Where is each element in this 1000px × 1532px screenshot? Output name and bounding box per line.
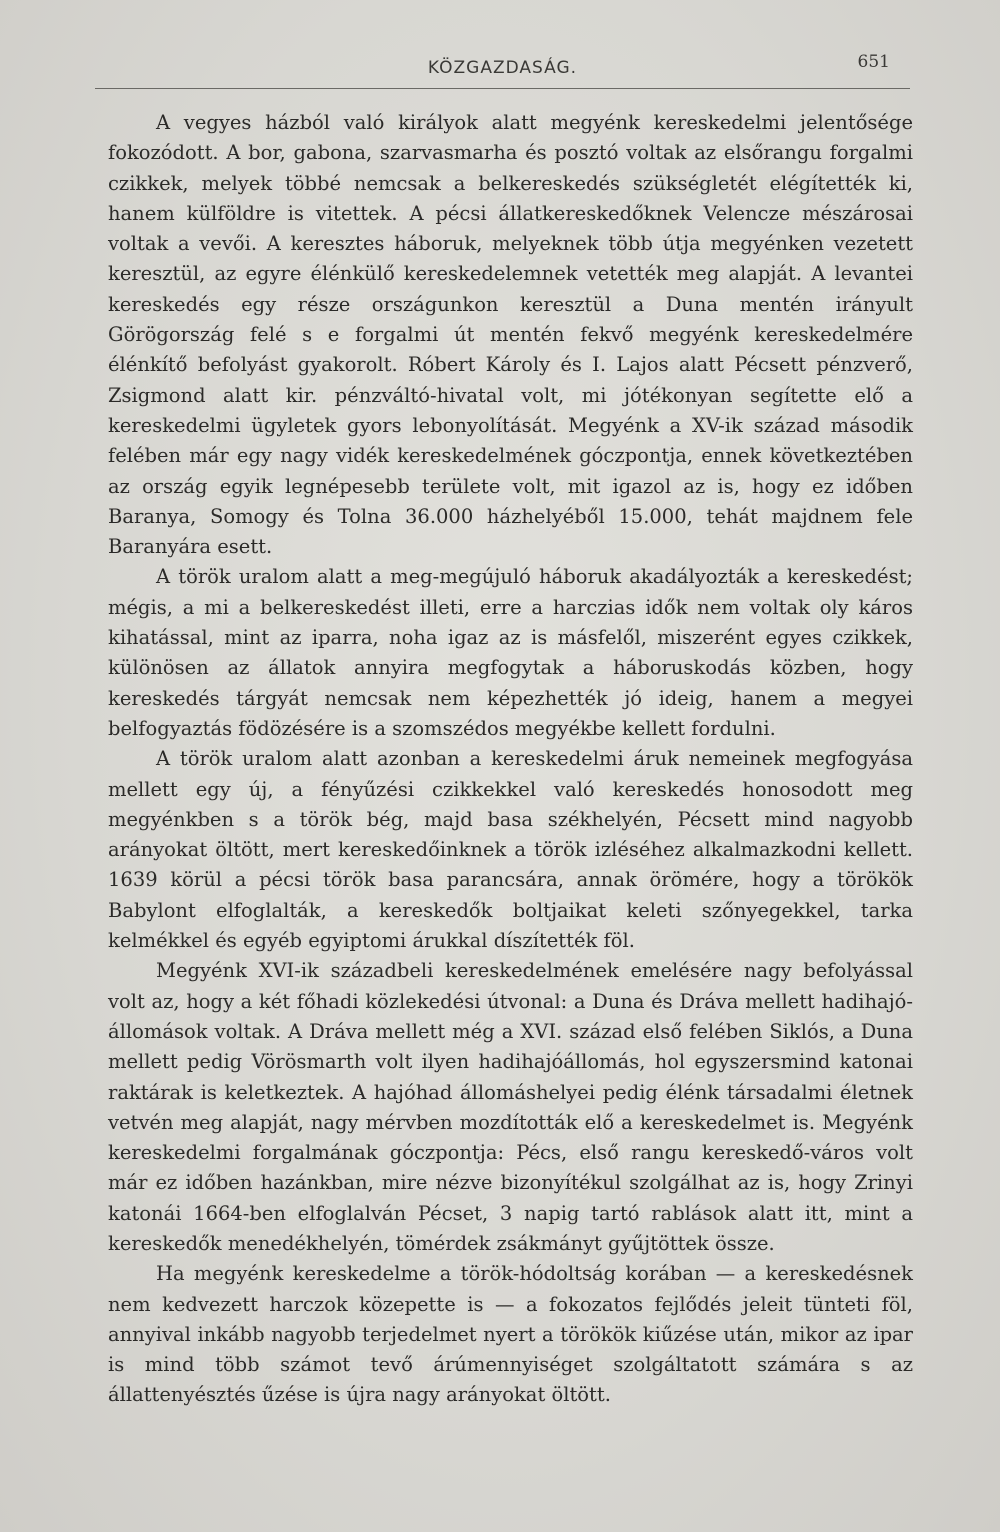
paragraph: A török uralom alatt a meg-megújuló háboruk akadályozták a kereskedést; mégis, a mi a belkereskedést illeti, erre a harczias idők nem voltak oly káros kihatással, mint az iparra, noha igaz az is másfelől, miszerént egyes czikkek, különösen az állatok annyira megfogytak a háboruskodás közben, hogy kereskedés tárgyát nemcsak nem képezhették jó ideig, hanem a megyei belfogyaztás födözésére is a szomszédos megyékbe kellett fordulni.	[108, 565, 913, 740]
page-header	[95, 50, 910, 90]
paragraph: Megyénk XVI-ik századbeli kereskedelmének emelésére nagy befolyással volt az, hogy a két főhadi közlekedési útvonal: a Duna és Dráva mellett hadihajó-állomások voltak. A Dráva mellett még a XVI. század első felében Siklós, a Duna mellett pedig Vörösmarth volt ilyen hadihajóállomás, hol egyszersmind katonai raktárak is keletkeztek. A hajóhad állomáshelyei pedig élénk társadalmi életnek vetvén meg alapját, nagy mérvben mozdították elő a kereskedelmet is. Megyénk kereskedelmi forgalmának góczpontja: Pécs, első rangu kereskedő-város volt már ez időben hazánkban, mire nézve bizonyítékul szolgálhat az is, hogy Zrinyi katonái 1664-ben elfoglalván Pécset, 3 napig tartó rablások alatt itt, mint a kereskedők menedékhelyén, tömérdek zsákmányt gyűjtöttek össze.	[108, 959, 913, 1255]
paragraph: Ha megyénk kereskedelme a török-hódoltság korában — a kereskedésnek nem kedvezett harczok közepette is — a fokozatos fejlődés jeleit tünteti föl, annyival inkább nagyobb terjedelmet nyert a törökök kiűzése után, mikor az ipar is mind több számot tevő árúmennyiséget szolgáltatott számára s az állattenyésztés űzése is újra nagy arányokat öltött.	[108, 1262, 913, 1407]
paragraph: A vegyes házból való királyok alatt megyénk kereskedelmi jelentősége fokozódott. A bor, gabona, szarvasmarha és posztó voltak az elsőrangu forgalmi czikkek, melyek többé nemcsak a belkereskedés szükségletét elégítették ki, hanem külföldre is vitettek. A pécsi állatkereskedőknek Velencze mészárosai voltak a vevői. A keresztes háboruk, melyeknek több útja megyénken vezetett keresztül, az egyre élénkülő kereskedelemnek vetették meg alapját. A levantei kereskedés egy része országunkon keresztül a Duna mentén irányult Görögország felé s e forgalmi út mentén fekvő megyénk kereskedelmére élénkítő befolyást gyakorolt. Róbert Károly és I. Lajos alatt Pécsett pénzverő, Zsigmond alatt kir. pénzváltó-hivatal volt, mi jótékonyan segítette elő a kereskedelmi ügyletek gyors lebonyolítását. Megyénk a XV-ik század második felében már egy nagy vidék kereskedelmének góczpontja, ennek következtében az ország egyik legnépesebb területe volt, mit igazol az is, hogy ez időben Baranya, Somogy és Tolna 36.000 házhelyéből 15.000, tehát majdnem fele Baranyára esett.	[108, 111, 913, 559]
paragraph: A török uralom alatt azonban a kereskedelmi áruk nemeinek megfogyása mellett egy új, a fényűzési czikkekkel való kereskedés honosodott meg megyénkben s a török bég, majd basa székhelyén, Pécsett mind nagyobb arányokat öltött, mert kereskedőinknek a török izléséhez alkalmazkodni kellett. 1639 körül a pécsi török basa parancsára, annak örömére, hogy a törökök Babylont elfoglalták, a kereskedők boltjaikat keleti szőnyegekkel, tarka kelmékkel és egyéb egyiptomi árukkal díszítették föl.	[108, 747, 913, 953]
running-head: KÖZGAZDASÁG.	[427, 58, 578, 78]
page-number: 651	[857, 52, 890, 72]
header-rule	[95, 88, 910, 89]
body-text	[108, 108, 913, 1411]
